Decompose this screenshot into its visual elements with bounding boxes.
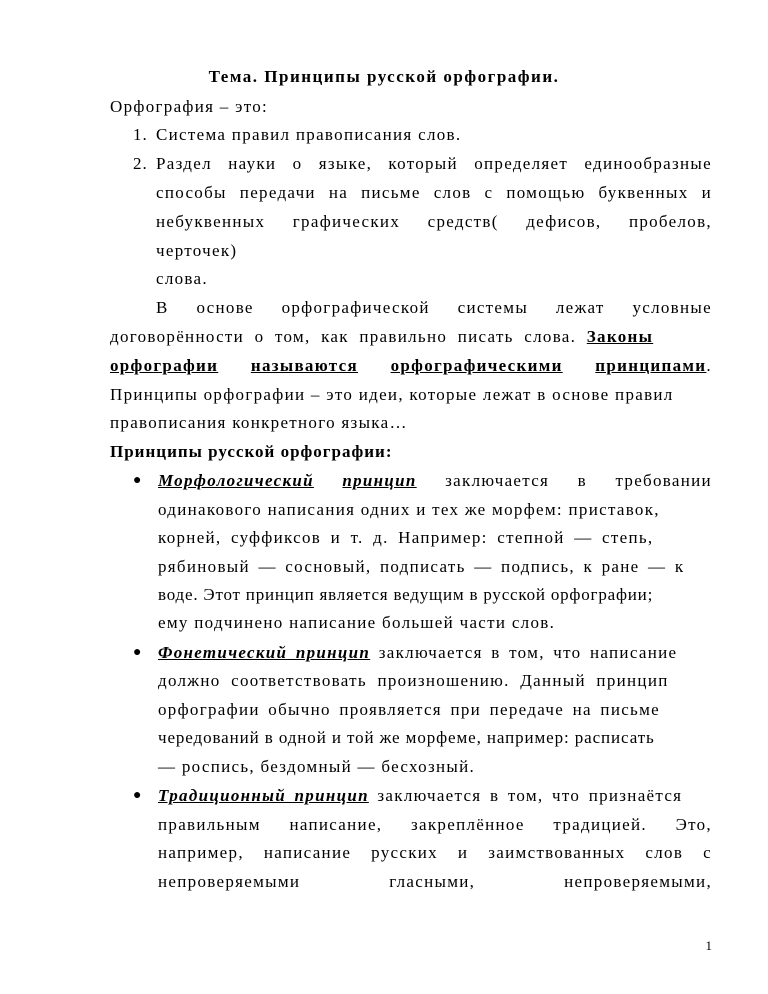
emphasis-text: Законы bbox=[586, 327, 654, 346]
list-item-line: черточек) bbox=[156, 241, 238, 260]
principle-line: рябиновый — сосновый, подписать — подпись, к ране — к bbox=[158, 557, 685, 576]
definition-intro: Орфография – это: bbox=[110, 97, 269, 116]
list-item-line: слова. bbox=[156, 269, 208, 288]
page-title: Тема. Принципы русской орфографии. bbox=[208, 67, 560, 86]
list-item-line: Раздел науки о языке, который определяет единообразные bbox=[156, 154, 712, 173]
principle-line: например, написание русских и заимствованных слов с bbox=[158, 843, 712, 862]
section-heading: Принципы русской орфографии: bbox=[110, 442, 393, 461]
principle-line: правильным написание, закреплённое традицией. Это, bbox=[158, 815, 712, 834]
principle-line: чередований в одной и той же морфеме, например: расписать bbox=[158, 728, 655, 747]
principle-line: одинакового написания одних и тех же морфем: приставок, bbox=[158, 500, 660, 519]
list-number: 2. bbox=[133, 154, 148, 173]
bullet-icon: ● bbox=[133, 788, 142, 803]
list-item-line: способы передачи на письме слов с помощью буквенных и bbox=[156, 183, 712, 202]
paragraph-line: В основе орфографической системы лежат условные bbox=[156, 298, 712, 317]
principle-line: — роспись, бездомный — бесхозный. bbox=[158, 757, 476, 776]
list-number: 1. bbox=[133, 125, 148, 144]
bullet-icon: ● bbox=[133, 645, 142, 660]
principle-line: Морфологический принцип заключается в требовании bbox=[158, 471, 712, 490]
principle-line: ему подчинено написание большей части слов. bbox=[158, 613, 556, 632]
principle-line: Фонетический принцип заключается в том, что написание bbox=[158, 643, 678, 662]
list-item-text: Система правил правописания слов. bbox=[156, 125, 462, 144]
bullet-icon: ● bbox=[133, 473, 142, 488]
principle-line: должно соответствовать произношению. Данный принцип bbox=[158, 671, 669, 690]
paragraph-line: Принципы орфографии – это идеи, которые лежат в основе правил bbox=[110, 385, 674, 404]
principle-line: воде. Этот принцип является ведущим в русской орфографии; bbox=[158, 585, 654, 604]
principle-line: орфографии обычно проявляется при передаче на письме bbox=[158, 700, 661, 719]
principle-line: корней, суффиксов и т. д. Например: степной — степь, bbox=[158, 528, 654, 547]
paragraph-line: орфографии называются орфографическими принципами. bbox=[110, 356, 712, 375]
list-item-line: небуквенных графических средств( дефисов, пробелов, bbox=[156, 212, 712, 231]
principle-line: Традиционный принцип заключается в том, что признаётся bbox=[158, 786, 683, 805]
paragraph-line: договорённости о том, как правильно писать слова. Законы bbox=[110, 327, 654, 346]
paragraph-line: правописания конкретного языка… bbox=[110, 413, 408, 432]
page-number: 1 bbox=[705, 938, 712, 953]
principle-line: непроверяемыми гласными, непроверяемыми, bbox=[158, 872, 712, 891]
